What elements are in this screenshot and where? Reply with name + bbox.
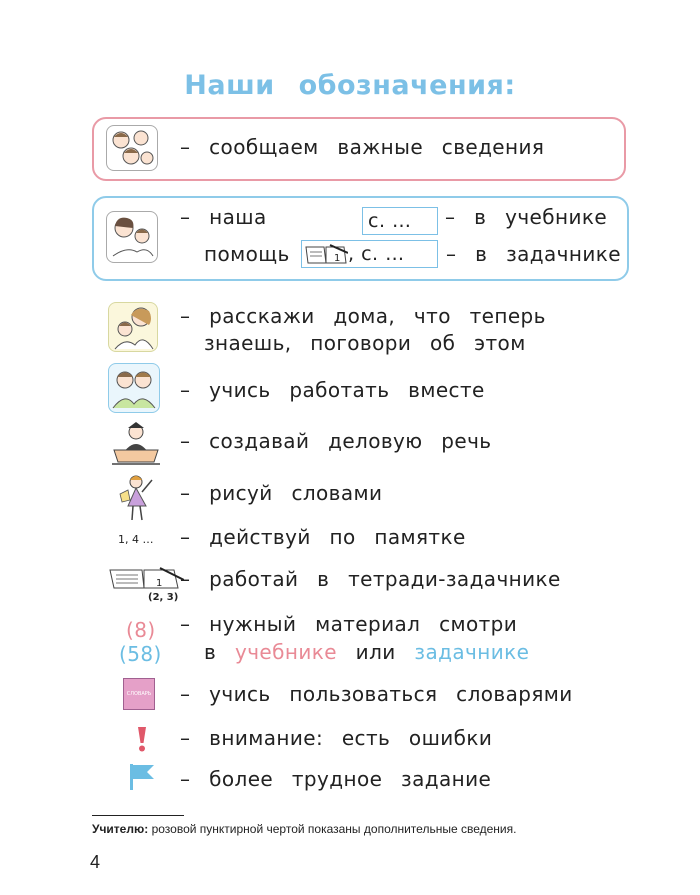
workbook-exercises: (2, 3): [148, 592, 179, 603]
teacher-with-child-icon: [106, 211, 158, 263]
parent-and-child-icon: [108, 302, 158, 352]
page-number: 4: [90, 852, 101, 872]
notebook-pencil-icon: [108, 564, 184, 595]
exclamation-icon: [134, 725, 150, 758]
footnote-text: розовой пунктирной чертой показаны дополнительные сведения.: [148, 822, 517, 836]
memo-prefix: 1, 4 …: [118, 533, 154, 546]
material-textbook-page: (8): [126, 618, 156, 642]
flag-icon: [128, 762, 156, 797]
help-workbook-suffix: – в задачнике: [446, 242, 621, 266]
help-line2: помощь: [204, 242, 290, 266]
workbook-text: – работай в тетради-задачнике: [180, 567, 561, 591]
workbook-page-ref: , с. …: [301, 240, 438, 268]
footnote: [92, 822, 516, 836]
tell-home-line1: – расскажи дома, что теперь: [180, 304, 546, 328]
footnote-rule: [92, 815, 184, 816]
workbook-icon-number: 1: [156, 578, 163, 589]
tell-home-line2: знаешь, поговори об этом: [204, 331, 526, 355]
page-title: Наши обозначения:: [184, 70, 516, 101]
legend-important-text: – сообщаем важные сведения: [180, 135, 545, 159]
help-textbook-suffix: – в учебнике: [445, 205, 608, 229]
material-workbook-page: (58): [119, 642, 162, 666]
material-or: или: [355, 640, 396, 664]
people-talking-icon: [106, 125, 158, 171]
speech-text: – создавай деловую речь: [180, 429, 492, 453]
draw-words-text: – рисуй словами: [180, 481, 383, 505]
help-line1: – наша: [180, 205, 267, 229]
memo-text: – действуй по памятке: [180, 525, 466, 549]
dictionaries-text: – учись пользоваться словарями: [180, 682, 573, 706]
textbook-page-ref: с. …: [362, 207, 438, 235]
attention-text: – внимание: есть ошибки: [180, 726, 493, 750]
material-textbook-word: учебнике: [234, 640, 337, 664]
dictionary-label: СЛОВАРЬ: [126, 691, 152, 697]
footnote-label: Учителю:: [92, 822, 149, 836]
two-children-icon: [108, 363, 160, 413]
harder-text: – более трудное задание: [180, 767, 492, 791]
girl-with-brush-icon: [118, 472, 156, 529]
together-text: – учись работать вместе: [180, 378, 485, 402]
material-line1: – нужный материал смотри: [180, 612, 518, 636]
dictionary-book-icon: [123, 678, 155, 710]
material-in: в: [204, 640, 217, 664]
material-line2: [204, 640, 529, 664]
workbook-number: 1: [334, 253, 341, 264]
open-notebook-icon: [304, 243, 348, 270]
material-workbook-word: задачнике: [414, 640, 530, 664]
speaker-at-podium-icon: [108, 420, 164, 471]
